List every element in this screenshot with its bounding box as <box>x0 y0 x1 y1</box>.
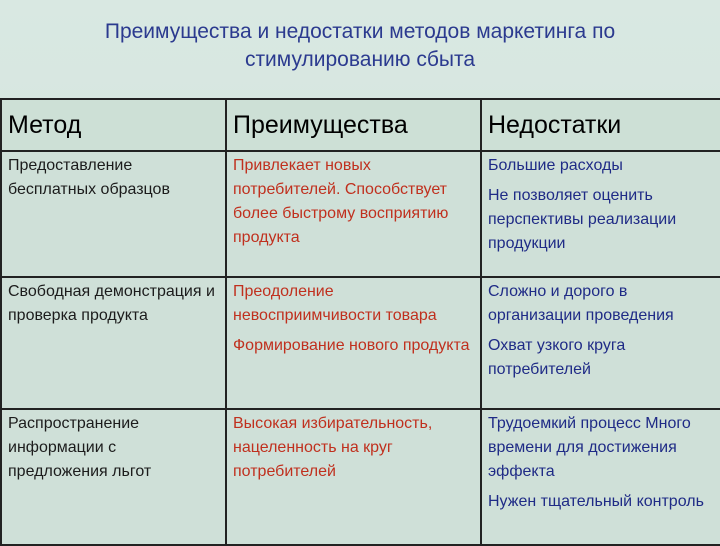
header-disadvantages: Недостатки <box>481 99 720 151</box>
table-row <box>1 409 720 545</box>
advantage-text: Преодоление невосприимчивости товара <box>233 283 437 324</box>
table-row <box>1 151 720 277</box>
header-advantages: Преимущества <box>226 99 481 151</box>
advantages-cell <box>226 277 481 409</box>
method-cell: Свободная демонстрация и проверка продукта <box>1 277 226 409</box>
header-method: Метод <box>1 99 226 151</box>
disadvantage-text: Нужен тщательный контроль <box>488 493 704 510</box>
method-cell: Распространение информации с предложения льгот <box>1 409 226 545</box>
method-cell: Предоставление бесплатных образцов <box>1 151 226 277</box>
disadvantage-text: Охват узкого круга потребителей <box>488 337 626 378</box>
advantage-text: Высокая избирательность, нацеленность на круг потребителей <box>233 415 433 480</box>
disadvantage-text: Большие расходы <box>488 157 623 174</box>
advantages-cell <box>226 409 481 545</box>
slide-title-line-1: Преимущества и недостатки методов маркетинга по <box>104 20 616 43</box>
advantages-cell <box>226 151 481 277</box>
slide-title <box>0 18 720 74</box>
disadvantage-text: Не позволяет оценить перспективы реализации продукции <box>488 187 677 252</box>
table-row <box>1 277 720 409</box>
disadvantages-cell <box>481 151 720 277</box>
disadvantage-text: Сложно и дорого в организации проведения <box>488 283 674 324</box>
table-header-row <box>1 99 720 151</box>
slide-title-line-2: стимулированию сбыта <box>244 48 476 71</box>
disadvantages-cell <box>481 277 720 409</box>
disadvantage-text: Трудоемкий процесс Много времени для достижения эффекта <box>488 415 691 480</box>
marketing-methods-table <box>0 98 720 546</box>
advantage-text: Привлекает новых потребителей. Способствует более быстрому восприятию продукта <box>233 157 449 246</box>
advantage-text: Формирование нового продукта <box>233 337 470 354</box>
disadvantages-cell <box>481 409 720 545</box>
